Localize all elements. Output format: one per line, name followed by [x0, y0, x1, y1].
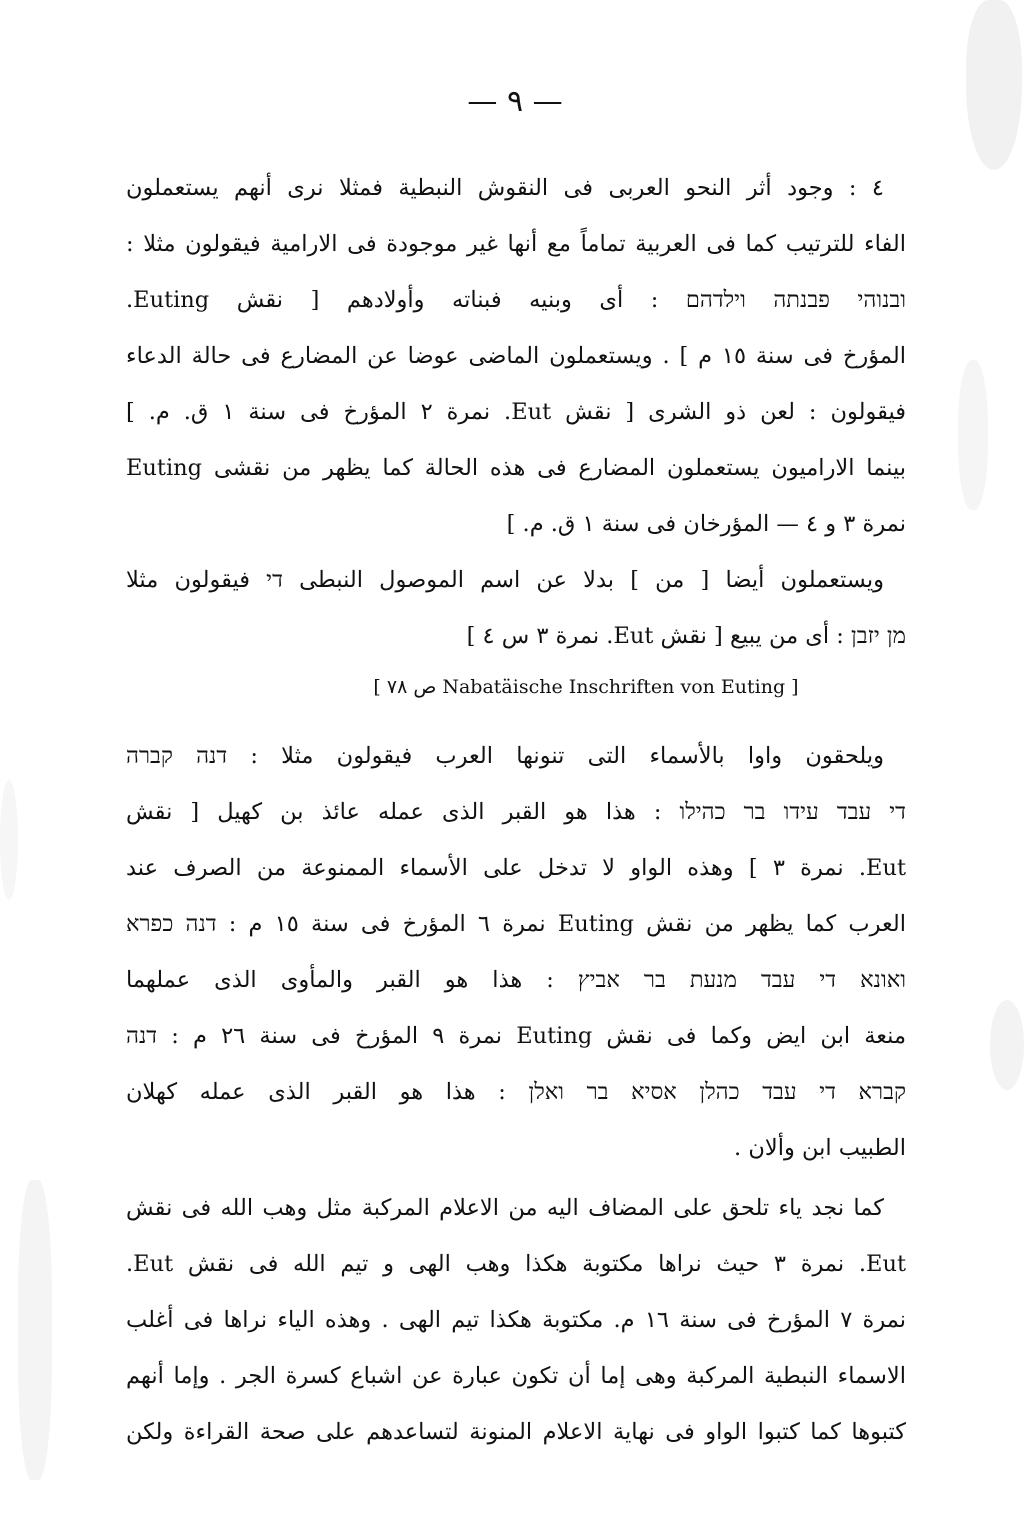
text-line: بينما الاراميون يستعملون المضارع فى هذه الحالة كما يظهر من نقشى Euting	[126, 455, 906, 481]
text-line: الفاء للترتيب كما فى العربية تماماً مع أنها غير موجودة فى الارامية فيقولون مثلا :	[126, 231, 906, 257]
scan-smudge	[0, 780, 18, 900]
text-line: منعة ابن ايض وكما فى نقش Euting نمرة ٩ المؤرخ فى سنة ٢٦ م : דנה	[126, 1023, 906, 1049]
paragraph-relative-pronoun	[126, 552, 906, 664]
scan-smudge	[990, 1000, 1024, 1090]
paragraph-yaa-suffix	[126, 1180, 906, 1460]
text-line: די עבד עידו בר כהילו : هذا هو القبر الذى عمله عائذ بن كهيل [ نقش	[126, 799, 906, 825]
paragraph-waw-suffix	[126, 728, 906, 1176]
scan-smudge	[966, 0, 1022, 170]
scan-smudge	[958, 360, 988, 510]
text-line: Eut. نمرة ٣ ] وهذه الواو لا تدخل على الأسماء الممنوعة من الصرف عند	[126, 855, 906, 881]
text-line: Eut. نمرة ٣ حيث نراها مكتوبة هكذا وهب الهى و تيم الله فى نقش Eut.	[126, 1251, 906, 1277]
text-line: كتبوها كما كتبوا الواو فى نهاية الاعلام المنونة لتساعدهم على صحة القراءة ولكن	[126, 1419, 906, 1445]
text-line: קברא די עבד כהלן אסיא בר ואלן : هذا هو القبر الذى عمله كهلان	[126, 1079, 906, 1105]
text-line: الاسماء النبطية المركبة وهى إما أن تكون عبارة عن اشباع كسرة الجر . وإما أنهم	[126, 1363, 906, 1389]
page-number: — ٩ —	[467, 84, 563, 119]
text-line: نمرة ٧ المؤرخ فى سنة ١٦ م. مكتوبة هكذا تيم الهى . وهذه الياء نراها فى أغلب	[126, 1307, 906, 1333]
paragraph-nabataean-syntax	[126, 160, 906, 552]
text-line: فيقولون : لعن ذو الشرى [ نقش Eut. نمرة ٢ المؤرخ فى سنة ١ ق. م. ]	[126, 399, 906, 425]
text-line: العرب كما يظهر من نقش Euting نمرة ٦ المؤرخ فى سنة ١٥ م : דנה כפרא	[126, 911, 906, 937]
text-line: ואונא די עבד מנעת בר אביץ : هذا هو القبر والمأوى الذى عملهما	[126, 967, 906, 993]
text-line: نمرة ٣ و ٤ — المؤرخان فى سنة ١ ق. م. ]	[506, 511, 906, 537]
text-line: المؤرخ فى سنة ١٥ م ] . ويستعملون الماضى عوضا عن المضارع فى حالة الدعاء	[126, 343, 906, 369]
text-line: ٤ : وجود أثر النحو العربى فى النقوش النبطية فمثلا نرى أنهم يستعملون	[126, 175, 884, 201]
scan-smudge	[18, 1180, 52, 1480]
bibliographic-note: [ Nabatäische Inschriften von Euting ص ٧٨ ]	[373, 676, 799, 698]
text-line: الطبيب ابن وألان .	[734, 1135, 906, 1161]
text-line: كما نجد ياء تلحق على المضاف اليه من الاعلام المركبة مثل وهب الله فى نقش	[126, 1195, 884, 1221]
text-line: ويستعملون أيضا [ من ] بدلا عن اسم الموصول النبطى די فيقولون مثلا	[126, 567, 884, 593]
text-line: ובנוהי פבנתה וילדהם : أى وبنيه فبناته وأولادهم [ نقش Euting.	[126, 287, 906, 313]
text-line: מן יזבן : أى من يبيع [ نقش Eut. نمرة ٣ س ٤ ]	[466, 623, 906, 649]
text-line: ويلحقون واوا بالأسماء التى تنونها العرب فيقولون مثلا : דנה קברה	[126, 743, 884, 769]
